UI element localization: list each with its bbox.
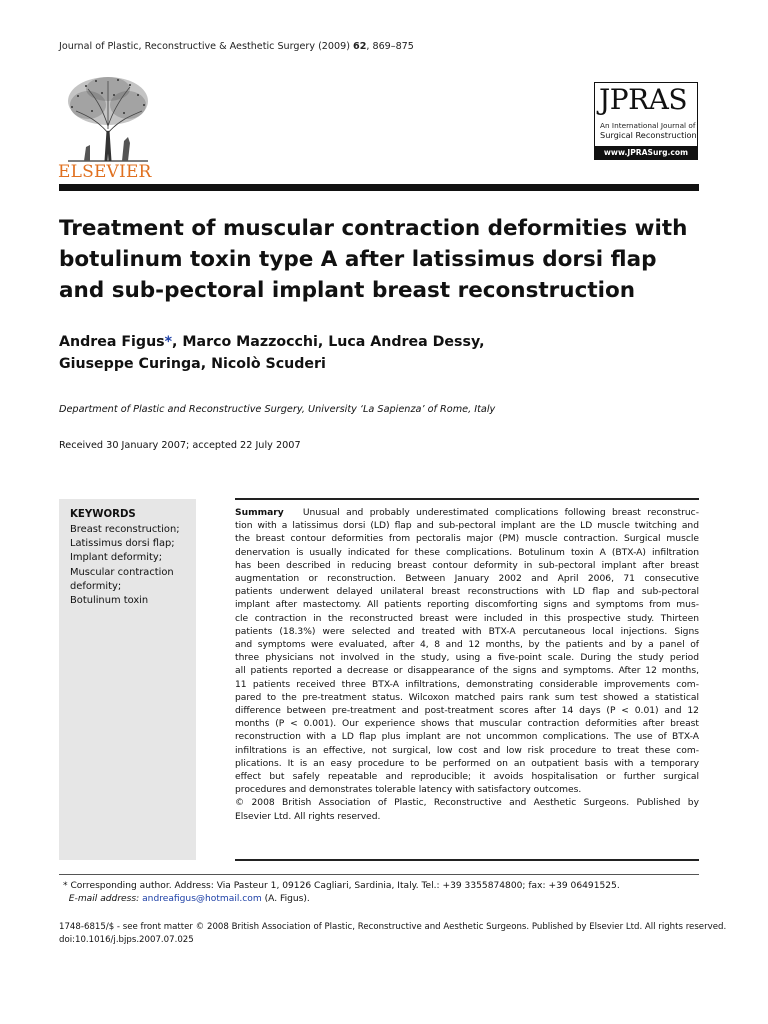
keyword-item: Botulinum toxin bbox=[70, 595, 149, 607]
keyword-item: Implant deformity; bbox=[70, 552, 163, 564]
email-link[interactable]: andreafigus@hotmail.com bbox=[142, 894, 262, 904]
summary-line: 11 patients received three BTX-A infiltrations, demonstrating considerable improvements com- bbox=[235, 679, 699, 690]
jpras-website: www.JPRASurg.com bbox=[595, 146, 697, 159]
summary-line: has been described in reducing breast contour deformity in sub-pectoral implant after breast bbox=[235, 560, 699, 571]
email-suffix: (A. Figus). bbox=[261, 894, 310, 904]
summary-top-rule bbox=[235, 498, 699, 500]
summary-line: patients underwent delayed unilateral breast reconstructions with LD flap and sub-pectoral bbox=[235, 587, 699, 598]
received-dates: Received 30 January 2007; accepted 22 July 2007 bbox=[59, 440, 301, 451]
jpras-logo-subtitle-2: Surgical Reconstruction bbox=[600, 130, 697, 140]
summary-line: all patients reported a decrease or disappearance of the signs and symptoms. After 12 months, bbox=[235, 666, 699, 677]
co-authors: , Marco Mazzocchi, Luca Andrea Dessy, bbox=[172, 334, 485, 350]
footnote bbox=[63, 880, 620, 906]
title-line: Treatment of muscular contraction deformities with bbox=[59, 216, 688, 241]
summary-line: Summary Unusual and probably underestimated complications following breast reconstruc- bbox=[235, 508, 699, 518]
keyword-item: Muscular contraction bbox=[70, 566, 174, 578]
issn-copyright: 1748-6815/$ - see front matter © 2008 British Association of Plastic, Reconstructive and Aesthetic Surgeons. Published by Elsevier Ltd. All rights reserved. bbox=[59, 922, 727, 932]
summary-line: tion with a latissimus dorsi (LD) flap and sub-pectoral implant are the LD muscle twitching and bbox=[235, 521, 699, 532]
journal-pages: , 869–875 bbox=[366, 41, 414, 52]
authors-line-2: Giuseppe Curinga, Nicolò Scuderi bbox=[59, 356, 326, 372]
copyright-line: Elsevier Ltd. All rights reserved. bbox=[235, 811, 381, 822]
summary-abstract bbox=[235, 507, 699, 824]
jpras-logo-subtitle-1: An International Journal of bbox=[600, 121, 696, 130]
email-label: E-mail address: bbox=[68, 894, 140, 904]
first-author: Andrea Figus bbox=[59, 334, 165, 350]
summary-line: three physicians not involved in the study, using a five-point scale. During the study period bbox=[235, 653, 699, 664]
footnote-rule bbox=[59, 874, 699, 875]
summary-line: reconstruction with a LD flap plus implant are not uncommon complications. The use of BTX-A bbox=[235, 732, 699, 743]
keywords-box bbox=[59, 499, 196, 860]
title-line: botulinum toxin type A after latissimus dorsi flap bbox=[59, 247, 657, 272]
summary-bottom-rule bbox=[235, 859, 699, 861]
summary-line: effect but safely repeatable and reproducible; it avoids hospitalisation or further surgical bbox=[235, 772, 699, 783]
summary-line: plications. It is an easy procedure to be performed on an outpatient basis with a temporary bbox=[235, 758, 699, 769]
keyword-item: deformity; bbox=[70, 580, 122, 592]
summary-line: augmentation or reconstruction. Between January 2002 and April 2006, 71 consecutive bbox=[235, 574, 699, 585]
header-rule bbox=[59, 184, 699, 191]
keywords-list bbox=[70, 523, 180, 608]
title-line: and sub-pectoral implant breast reconstruction bbox=[59, 278, 636, 303]
summary-line: procedures and demonstrates tolerable latency with satisfactory outcomes. bbox=[235, 785, 582, 796]
summary-line: months (P < 0.001). Our experience shows that muscular contraction deformities after breast bbox=[235, 719, 699, 730]
authors-line-1 bbox=[59, 331, 484, 353]
page-footer bbox=[59, 921, 726, 947]
summary-line: the breast contour deformities from pectoralis major (PM) muscle contraction. Surgical muscle bbox=[235, 534, 699, 545]
summary-line: infiltrations is an effective, not surgical, low cost and low risk procedure to treat these com- bbox=[235, 745, 699, 756]
corresponding-author-note: * Corresponding author. Address: Via Pasteur 1, 09126 Cagliari, Sardinia, Italy. Tel.: +39 3355874800; fax: +39 06491525. bbox=[63, 881, 620, 891]
elsevier-logo-text: ELSEVIER bbox=[58, 162, 152, 182]
corresponding-author-marker[interactable]: * bbox=[164, 334, 173, 350]
summary-line: implant after mastectomy. All patients reporting discomforting signs and symptoms from mus- bbox=[235, 600, 699, 611]
journal-volume: 62 bbox=[353, 41, 367, 52]
keyword-item: Breast reconstruction; bbox=[70, 524, 180, 535]
journal-name: Journal of Plastic, Reconstructive & Aesthetic Surgery (2009) bbox=[59, 41, 354, 52]
elsevier-tree-logo-icon bbox=[58, 71, 158, 163]
jpras-logo-title: JPRAS bbox=[599, 83, 688, 116]
summary-line: patients (18.3%) were selected and treated with BTX-A percutaneous local injections. Signs bbox=[235, 626, 699, 637]
summary-line: pared to the pre-treatment status. Wilcoxon matched pairs rank sum test showed a statistical bbox=[235, 692, 699, 703]
doi[interactable]: doi:10.1016/j.bjps.2007.07.025 bbox=[59, 935, 194, 945]
keyword-item: Latissimus dorsi flap; bbox=[70, 538, 175, 550]
summary-line: denervation is usually indicated for these complications. Botulinum toxin A (BTX-A) infiltration bbox=[235, 547, 699, 558]
copyright-line: © 2008 British Association of Plastic, Reconstructive and Aesthetic Surgeons. Published by bbox=[235, 798, 699, 809]
summary-line: cle contraction in the reconstructed breast were included in this prospective study. Thirteen bbox=[235, 613, 699, 624]
email-note bbox=[63, 893, 620, 906]
article-title bbox=[59, 213, 709, 306]
summary-label: Summary bbox=[235, 508, 284, 518]
journal-citation bbox=[59, 41, 414, 52]
author-list bbox=[59, 331, 484, 375]
jpras-journal-logo bbox=[594, 82, 698, 160]
affiliation: Department of Plastic and Reconstructive Surgery, University ‘La Sapienza’ of Rome, Italy bbox=[59, 404, 496, 415]
summary-line: difference between pre-treatment and post-treatment scores after 14 days (P < 0.01) and 12 bbox=[235, 706, 699, 717]
summary-line: and symptoms were evaluated, after 4, 8 and 12 months, by the patients and by a panel of bbox=[235, 640, 699, 651]
keywords-heading: KEYWORDS bbox=[70, 509, 136, 520]
